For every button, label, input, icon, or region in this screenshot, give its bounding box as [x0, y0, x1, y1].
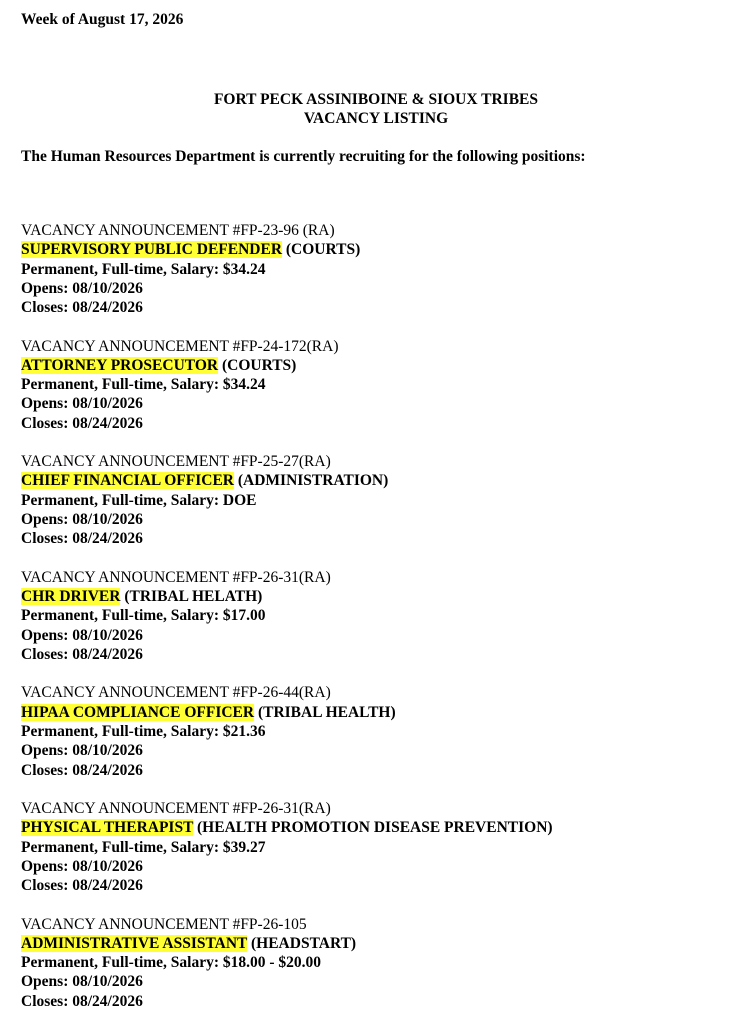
- opens-date: Opens: 08/10/2026: [21, 973, 143, 991]
- vacancy-item: [21, 337, 731, 453]
- position-title: HIPAA COMPLIANCE OFFICER: [21, 703, 255, 721]
- position-title: ADMINISTRATIVE ASSISTANT: [21, 934, 248, 952]
- employment-terms: Permanent, Full-time, Salary: DOE: [21, 491, 257, 509]
- week-date: Week of August 17, 2026: [21, 11, 184, 28]
- department: (TRIBAL HEALTH): [254, 703, 396, 721]
- vacancy-item: [21, 568, 731, 684]
- position-title: ATTORNEY PROSECUTOR: [21, 356, 219, 374]
- announcement-number: VACANCY ANNOUNCEMENT #FP-24-172(RA): [21, 337, 339, 355]
- vacancy-item: [21, 221, 731, 337]
- closes-date: Closes: 08/24/2026: [21, 645, 143, 663]
- announcement-number: VACANCY ANNOUNCEMENT #FP-26-31(RA): [21, 568, 331, 586]
- opens-date: Opens: 08/10/2026: [21, 279, 143, 297]
- announcement-number: VACANCY ANNOUNCEMENT #FP-23-96 (RA): [21, 222, 335, 239]
- closes-date: Closes: 08/24/2026: [21, 761, 143, 779]
- closes-date: Closes: 08/24/2026: [21, 299, 143, 317]
- department: (ADMINISTRATION): [234, 472, 389, 490]
- department: (HEADSTART): [247, 934, 357, 952]
- announcement-number: VACANCY ANNOUNCEMENT #FP-26-44(RA): [21, 684, 331, 702]
- closes-date: Closes: 08/24/2026: [21, 877, 143, 895]
- closes-date: Closes: 08/24/2026: [21, 414, 143, 432]
- announcement-number: VACANCY ANNOUNCEMENT #FP-26-31(RA): [21, 799, 331, 817]
- announcement-number: VACANCY ANNOUNCEMENT #FP-25-27(RA): [21, 453, 331, 471]
- position-line: [21, 818, 731, 837]
- closes-date: Closes: 08/24/2026: [21, 530, 143, 548]
- position-line: [21, 934, 731, 953]
- document-title: VACANCY LISTING: [303, 110, 449, 127]
- opens-date: Opens: 08/10/2026: [21, 511, 143, 529]
- closes-date: Closes: 08/24/2026: [21, 992, 143, 1010]
- vacancy-item: [21, 799, 731, 915]
- position-line: [21, 587, 731, 606]
- position-line: [21, 471, 731, 490]
- intro-text: The Human Resources Department is currently recruiting for the following positions:: [21, 148, 586, 165]
- department: (COURTS): [218, 356, 297, 374]
- position-title: PHYSICAL THERAPIST: [21, 819, 194, 837]
- opens-date: Opens: 08/10/2026: [21, 742, 143, 760]
- announcement-number: VACANCY ANNOUNCEMENT #FP-26-105: [21, 915, 307, 933]
- vacancy-list: [21, 221, 731, 1030]
- opens-date: Opens: 08/10/2026: [21, 857, 143, 875]
- position-title: CHR DRIVER: [21, 588, 121, 606]
- vacancy-item: [21, 683, 731, 799]
- employment-terms: Permanent, Full-time, Salary: $34.24: [21, 376, 266, 394]
- department: (COURTS): [282, 241, 361, 259]
- organization-name: FORT PECK ASSINIBOINE & SIOUX TRIBES: [213, 91, 539, 108]
- employment-terms: Permanent, Full-time, Salary: $34.24: [21, 260, 266, 278]
- employment-terms: Permanent, Full-time, Salary: $21.36: [21, 722, 266, 740]
- department: (HEALTH PROMOTION DISEASE PREVENTION): [193, 819, 553, 837]
- position-title: CHIEF FINANCIAL OFFICER: [21, 472, 234, 490]
- opens-date: Opens: 08/10/2026: [21, 395, 143, 413]
- opens-date: Opens: 08/10/2026: [21, 626, 143, 644]
- department: (TRIBAL HELATH): [120, 588, 263, 606]
- vacancy-item: [21, 915, 731, 1030]
- vacancy-item: [21, 452, 731, 568]
- position-line: [21, 703, 731, 722]
- employment-terms: Permanent, Full-time, Salary: $17.00: [21, 607, 266, 625]
- employment-terms: Permanent, Full-time, Salary: $18.00 - $20.00: [21, 954, 322, 972]
- position-title: SUPERVISORY PUBLIC DEFENDER: [21, 241, 283, 259]
- position-line: [21, 356, 731, 375]
- employment-terms: Permanent, Full-time, Salary: $39.27: [21, 838, 266, 856]
- position-line: [21, 240, 731, 259]
- document-heading: [21, 90, 731, 128]
